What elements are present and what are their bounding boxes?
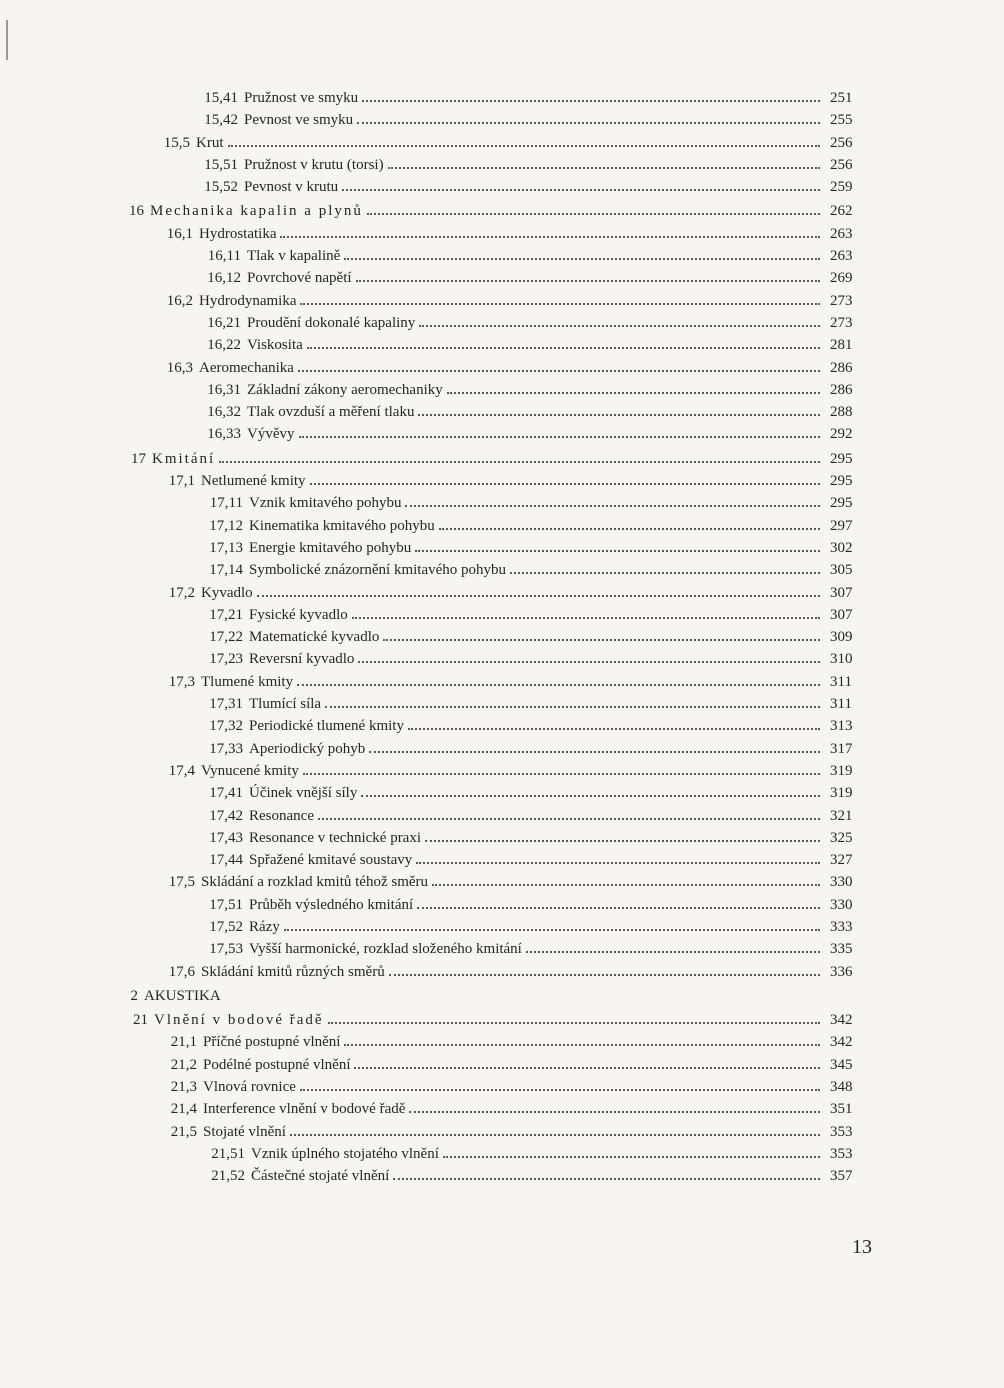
toc-entry-number: 16,31 [207,381,241,398]
dot-leader [383,638,820,641]
toc-entry-number: 21,4 [170,1101,197,1118]
toc-entry-number: 16,3 [166,359,193,376]
toc-entry-title: Vynucené kmity [201,762,299,779]
toc-entry-number: 17,4 [168,762,195,779]
toc-entry-page: 342 [830,1012,853,1029]
toc-entry-page: 311 [830,673,852,690]
toc-entry [0,938,872,960]
toc-entry [0,515,872,537]
dot-leader [419,324,820,327]
toc-entry-page: 295 [830,495,853,512]
toc-entry-title: Matematické kyvadlo [249,629,380,646]
toc-entry [0,290,872,312]
toc-entry-page: 342 [830,1034,853,1051]
toc-entry [0,1143,872,1165]
toc-entry-page: 259 [830,179,853,196]
toc-entry-page: 319 [830,785,853,802]
toc-entry-page: 305 [830,562,853,579]
toc-entry-number: 21,52 [211,1168,245,1185]
toc-entry [0,671,872,693]
toc-entry-page: 310 [830,651,853,668]
toc-entry-page: 307 [830,584,853,601]
toc-entry-title: Kinematika kmitavého pohybu [249,517,435,534]
toc-entry-title: Aeromechanika [199,359,294,376]
dot-leader [342,188,820,191]
toc-entry-page: 348 [830,1079,853,1096]
toc-entry [0,693,872,715]
toc-entry-number: 17,51 [209,896,243,913]
toc-entry [0,782,872,804]
toc-entry [0,334,872,356]
toc-entry-page: 255 [830,112,853,129]
toc-entry [0,738,872,760]
toc-entry-title: Podélné postupné vlnění [203,1056,351,1073]
toc-entry [0,379,872,401]
toc-entry-title: Resonance [249,807,314,824]
toc-entry-number: 17,43 [209,829,243,846]
toc-entry-title: Mechanika kapalin a plynů [150,203,363,220]
dot-leader [443,1155,820,1158]
toc-entry-number: 17,5 [168,874,195,891]
toc-entry [0,1031,872,1053]
toc-entry-title: Částečné stojaté vlnění [251,1168,390,1185]
dot-leader [300,1088,820,1091]
toc-entry-number: 17 [131,450,146,467]
toc-entry [0,176,872,198]
dot-leader [299,435,821,438]
toc-entry-title: Vývěvy [247,426,295,443]
toc-entry-title: Vlnová rovnice [203,1079,296,1096]
toc-entry-number: 21,2 [170,1056,197,1073]
toc-entry-page: 333 [830,918,853,935]
toc-entry-number: 17,22 [209,629,243,646]
toc-entry [0,916,872,938]
dot-leader [300,302,820,305]
dot-leader [439,527,820,530]
dot-leader [415,549,820,552]
toc-entry-number: 21,3 [170,1079,197,1096]
toc-entry [0,423,872,445]
toc-entry-title: Reversní kyvadlo [249,651,355,668]
toc-entry-number: 17,13 [209,539,243,556]
dot-leader [344,257,820,260]
toc-entry-page: 327 [830,852,853,869]
toc-entry [0,537,872,559]
toc-entry [0,805,872,827]
toc-entry [0,626,872,648]
dot-leader [408,727,820,730]
toc-entry-title: Vyšší harmonické, rozklad složeného kmitání [249,941,522,958]
toc-entry-page: 336 [830,963,853,980]
toc-entry-page: 302 [830,539,853,556]
dot-leader [367,212,820,215]
toc-entry-number: 21 [133,1012,148,1029]
toc-entry-number: 17,21 [209,606,243,623]
toc-entry [0,470,872,492]
toc-entry-number: 16,32 [207,404,241,421]
toc-entry-page: 317 [830,740,853,757]
dot-leader [344,1043,820,1046]
dot-leader [418,413,820,416]
toc-entry-number: 2 [130,987,138,1004]
toc-entry [0,961,872,983]
toc-entry [0,132,872,154]
toc-entry [0,109,872,131]
toc-entry [0,648,872,670]
toc-entry [0,559,872,581]
dot-leader [318,817,820,820]
toc-entry-page: 357 [830,1168,853,1185]
toc-entry-page: 262 [830,203,853,220]
toc-entry-page: 325 [830,829,853,846]
dot-leader [393,1177,820,1180]
toc-entry-title: Kyvadlo [201,584,253,601]
toc-entry-title: Vznik kmitavého pohybu [249,495,402,512]
toc-entry-number: 17,44 [209,852,243,869]
dot-leader [361,794,820,797]
toc-entry [0,604,872,626]
dot-leader [425,839,820,842]
toc-entry-title: Proudění dokonalé kapaliny [247,314,416,331]
toc-entry [0,492,872,514]
toc-entry [0,871,872,893]
toc-entry-page: 269 [830,270,853,287]
toc-entry [0,245,872,267]
toc-entry-number: 16,1 [166,225,193,242]
toc-entry-title: Příčné postupné vlnění [203,1034,341,1051]
toc-entry-page: 263 [830,248,853,265]
toc-entry-number: 16 [129,203,144,220]
toc-entry-number: 16,11 [207,248,241,265]
toc-entry-number: 16,21 [207,314,241,331]
toc-entry-number: 17,2 [168,584,195,601]
toc-entry-title: Tlumené kmity [201,673,294,690]
toc-entry-page: 351 [830,1101,853,1118]
toc-entry-title: Průběh výsledného kmitání [249,896,414,913]
toc-entry-title: Symbolické znázornění kmitavého pohybu [249,562,507,579]
dot-leader [405,504,820,507]
dot-leader [257,594,820,597]
toc-entry-page: 273 [830,314,853,331]
scan-edge-mark [6,20,8,60]
dot-leader [310,482,820,485]
toc-entry-number: 17,31 [209,696,243,713]
toc-entry-title: Pevnost v krutu [244,179,339,196]
dot-leader [219,460,820,463]
toc-entry-number: 16,12 [207,270,241,287]
toc-entry [0,154,872,176]
toc-entry-title: Aperiodický pohyb [249,740,366,757]
toc-entry-title: Netlumené kmity [201,473,306,490]
toc-entry-title: AKUSTIKA [144,987,221,1004]
toc-entry-number: 16,33 [207,426,241,443]
toc-entry [0,985,872,1007]
toc-entry-title: Tlumící síla [249,696,322,713]
dot-leader [352,616,820,619]
dot-leader [526,950,820,953]
dot-leader [417,906,820,909]
dot-leader [357,121,820,124]
toc-entry-number: 17,53 [209,941,243,958]
toc-entry-title: Hydrostatika [199,225,277,242]
toc-entry-page: 297 [830,517,853,534]
dot-leader [389,973,820,976]
toc-entry [0,760,872,782]
toc-entry-title: Rázy [249,918,280,935]
toc-entry-page: 353 [830,1123,853,1140]
toc-entry-title: Tlak v kapalině [247,248,341,265]
toc-entry [0,894,872,916]
toc-entry-number: 21,51 [211,1145,245,1162]
toc-entry [0,87,872,109]
dot-leader [447,391,820,394]
toc-entry-title: Pevnost ve smyku [244,112,354,129]
toc-entry-page: 335 [830,941,853,958]
toc-entry-page: 286 [830,359,853,376]
toc-entry-page: 309 [830,629,853,646]
dot-leader [510,571,820,574]
toc-entry-number: 17,32 [209,718,243,735]
toc-entry-page: 292 [830,426,853,443]
toc-entry-page: 307 [830,606,853,623]
toc-entry [0,849,872,871]
toc-entry-title: Skládání kmitů různých směrů [201,963,385,980]
dot-leader [358,660,820,663]
toc-entry-title: Energie kmitavého pohybu [249,539,412,556]
toc-entry-page: 273 [830,292,853,309]
dot-leader [356,279,820,282]
toc-entry [0,1054,872,1076]
toc-entry [0,1121,872,1143]
dot-leader [303,772,820,775]
toc-entry-page: 353 [830,1145,853,1162]
toc-entry-number: 17,12 [209,517,243,534]
dot-leader [409,1110,820,1113]
toc-entry [0,312,872,334]
dot-leader [284,928,820,931]
dot-leader [307,346,820,349]
toc-entry-title: Tlak ovzduší a měření tlaku [247,404,415,421]
toc-entry-page: 330 [830,874,853,891]
toc-entry [0,223,872,245]
toc-entry-title: Viskosita [247,337,303,354]
dot-leader [388,166,820,169]
toc-entry [0,200,872,222]
toc-entry-number: 17,33 [209,740,243,757]
toc-entry-title: Periodické tlumené kmity [249,718,404,735]
toc-entry-number: 17,1 [168,473,195,490]
toc-entry [0,1076,872,1098]
dot-leader [228,144,821,147]
toc-entry-title: Účinek vnější síly [249,785,358,802]
table-of-contents [0,87,1004,1188]
dot-leader [297,683,820,686]
toc-entry-page: 288 [830,404,853,421]
toc-entry-title: Krut [196,134,224,151]
toc-entry-title: Vlnění v bodové řadě [154,1012,324,1029]
toc-entry-title: Kmitání [152,450,216,467]
toc-entry-title: Vznik úplného stojatého vlnění [251,1145,439,1162]
toc-entry-number: 16,2 [166,292,193,309]
toc-entry-number: 15,42 [204,112,238,129]
toc-entry-number: 16,22 [207,337,241,354]
toc-entry-page: 295 [830,450,853,467]
dot-leader [362,99,820,102]
toc-entry [0,267,872,289]
toc-entry-page: 295 [830,473,853,490]
toc-entry-page: 321 [830,807,853,824]
toc-entry-page: 311 [830,696,852,713]
toc-entry [0,827,872,849]
toc-entry-page: 319 [830,762,853,779]
toc-entry-page: 251 [830,90,853,106]
toc-entry-title: Interference vlnění v bodové řadě [203,1101,406,1118]
toc-entry-title: Pružnost ve smyku [244,90,359,106]
toc-entry-title: Stojaté vlnění [203,1123,286,1140]
toc-entry-number: 17,23 [209,651,243,668]
toc-entry-page: 345 [830,1056,853,1073]
toc-entry-page: 286 [830,381,853,398]
toc-entry-page: 281 [830,337,853,354]
toc-entry-number: 17,3 [168,673,195,690]
dot-leader [354,1066,820,1069]
toc-entry [0,715,872,737]
toc-entry-number: 21,5 [170,1123,197,1140]
toc-entry-page: 263 [830,225,853,242]
toc-entry-title: Fysické kyvadlo [249,606,348,623]
toc-entry-number: 17,41 [209,785,243,802]
dot-leader [280,235,820,238]
toc-entry-number: 15,52 [204,179,238,196]
toc-entry-number: 17,11 [209,495,243,512]
toc-entry-title: Spřažené kmitavé soustavy [249,852,413,869]
toc-entry [0,401,872,423]
toc-entry-title: Základní zákony aeromechaniky [247,381,443,398]
toc-entry-title: Hydrodynamika [199,292,297,309]
toc-entry [0,357,872,379]
dot-leader [298,369,820,372]
dot-leader [325,705,820,708]
toc-entry-page: 256 [830,156,853,173]
dot-leader [432,883,820,886]
toc-entry-number: 17,14 [209,562,243,579]
page-number: 13 [852,1236,872,1258]
toc-entry [0,1165,872,1187]
toc-entry-number: 15,5 [163,134,190,151]
toc-entry [0,448,872,470]
dot-leader [416,861,820,864]
toc-entry [0,1009,872,1031]
toc-entry [0,582,872,604]
toc-entry-number: 21,1 [170,1034,197,1051]
toc-entry-title: Resonance v technické praxi [249,829,422,846]
toc-entry-number: 15,41 [204,90,238,106]
toc-entry-number: 15,51 [204,156,238,173]
dot-leader [328,1021,820,1024]
toc-entry-page: 256 [830,134,853,151]
toc-entry-page: 313 [830,718,853,735]
toc-entry-number: 17,52 [209,918,243,935]
toc-entry-title: Povrchové napětí [247,270,352,287]
dot-leader [369,750,820,753]
toc-entry-page: 330 [830,896,853,913]
toc-entry-title: Skládání a rozklad kmitů téhož směru [201,874,429,891]
toc-entry-number: 17,42 [209,807,243,824]
toc-entry [0,1098,872,1120]
dot-leader [290,1133,820,1136]
toc-entry-number: 17,6 [168,963,195,980]
toc-entry-title: Pružnost v krutu (torsi) [244,156,384,173]
